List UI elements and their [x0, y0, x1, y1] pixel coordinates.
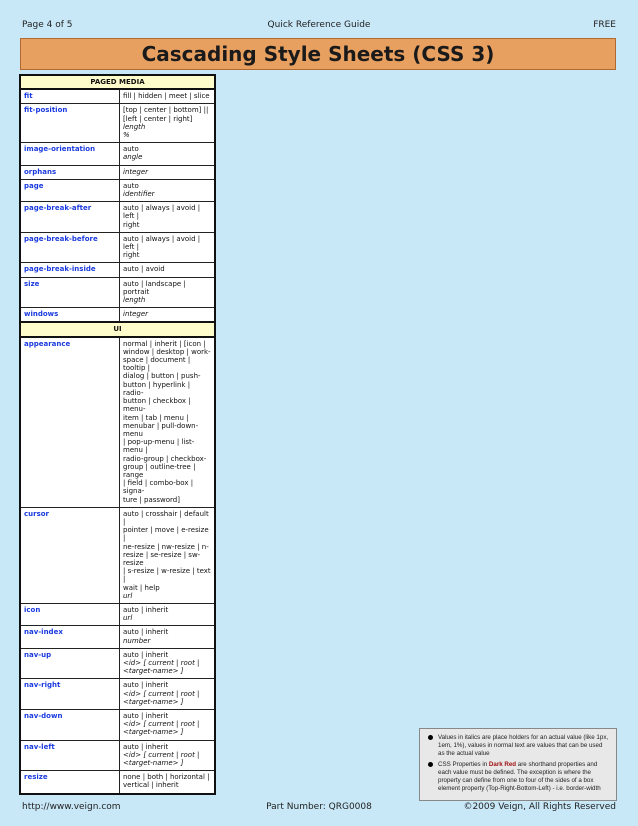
copyright: ©2009 Veign, All Rights Reserved — [463, 802, 616, 812]
section-paged-media — [20, 75, 215, 89]
property-name: windows — [20, 308, 120, 323]
table-row — [20, 179, 215, 201]
property-values — [120, 603, 216, 625]
value-line: item | tab | menu | — [123, 413, 189, 422]
table-row — [20, 232, 215, 263]
table-row — [20, 263, 215, 277]
value-line: angle — [123, 153, 143, 162]
property-values — [120, 165, 216, 179]
value-line: number — [123, 636, 151, 645]
legend-italics-note: Values in italics are place holders for an actual value (like 1px, 1em, 1%), values in normal text are values that can be used as the actual value — [438, 734, 609, 757]
table-row — [20, 603, 215, 625]
value-line: menubar | pull-down-menu — [123, 421, 199, 438]
value-line: auto | landscape | portrait — [123, 279, 186, 296]
value-line: auto | inherit — [123, 742, 169, 751]
page-number: Page 4 of 5 — [22, 20, 73, 30]
value-line: <target-name> ] — [123, 667, 184, 676]
price-label: FREE — [593, 20, 616, 30]
value-line: auto | inherit — [123, 605, 169, 614]
property-values — [120, 507, 216, 603]
value-line: integer — [123, 167, 149, 176]
value-line: | s-resize | w-resize | text | — [123, 567, 211, 584]
table-row — [20, 626, 215, 648]
property-values — [120, 232, 216, 263]
value-line: | pop-up-menu | list-menu | — [123, 438, 195, 455]
value-line: auto | crosshair | default | — [123, 509, 209, 526]
property-name: resize — [20, 771, 120, 794]
property-name: nav-up — [20, 648, 120, 679]
page-footer — [22, 802, 616, 816]
table-row — [20, 89, 215, 104]
value-line: resize | se-resize | sw-resize — [123, 550, 201, 567]
property-values — [120, 308, 216, 323]
property-name: fit — [20, 89, 120, 104]
property-name: nav-left — [20, 740, 120, 771]
value-line: fill | hidden | meet | slice — [123, 92, 210, 101]
value-line: normal | inherit | [icon | — [123, 339, 206, 348]
legend-shorthand-note-end: are shorthand properties and each value must be defined. The exception is where the property can define from one to four of the sides of a box element property (Top-Right-Bottom-Left) - i.e. border-width — [438, 761, 601, 792]
value-line: wait | help — [123, 583, 160, 592]
bullet-icon — [428, 735, 433, 740]
property-values — [120, 648, 216, 679]
table-row — [20, 165, 215, 179]
part-number: Part Number: QRG0008 — [266, 802, 372, 812]
property-name: nav-right — [20, 679, 120, 710]
property-name: page-break-inside — [20, 263, 120, 277]
property-values — [120, 771, 216, 794]
section-heading: PAGED MEDIA — [20, 75, 215, 89]
value-line: ne-resize | nw-resize | n- — [123, 542, 209, 551]
value-line: auto | inherit — [123, 628, 169, 637]
property-values — [120, 710, 216, 741]
bullet-icon — [428, 762, 433, 767]
page-title: Cascading Style Sheets (CSS 3) — [20, 38, 616, 70]
table-row — [20, 740, 215, 771]
value-line: auto | inherit — [123, 681, 169, 690]
table-row — [20, 771, 215, 794]
value-line: group | outline-tree | range — [123, 462, 196, 479]
value-line: [left | center | right] — [123, 114, 193, 123]
property-values — [120, 277, 216, 308]
value-line: length — [123, 296, 146, 305]
value-line: right — [123, 251, 140, 260]
property-name: size — [20, 277, 120, 308]
value-line: button | hyperlink | radio- — [123, 380, 191, 397]
value-line: none | both | horizontal | — [123, 773, 210, 782]
dark-red-label: Dark Red — [488, 761, 517, 768]
website-link[interactable]: http://www.veign.com — [22, 802, 121, 812]
legend-shorthand-note-start: CSS Properties in — [438, 761, 489, 768]
guide-label: Quick Reference Guide — [267, 20, 371, 30]
value-line: <target-name> ] — [123, 697, 184, 706]
property-name: nav-index — [20, 626, 120, 648]
legend-item — [426, 734, 610, 758]
legend-box — [419, 728, 617, 801]
value-line: % — [123, 131, 130, 140]
value-line: | field | combo-box | signa- — [123, 479, 194, 496]
property-values — [120, 740, 216, 771]
reference-table — [19, 74, 216, 795]
value-line: space | document | tooltip | — [123, 356, 191, 373]
value-line: <target-name> ] — [123, 759, 184, 768]
value-line: integer — [123, 310, 149, 319]
value-line: right — [123, 220, 140, 229]
table-row — [20, 507, 215, 603]
property-values — [120, 143, 216, 165]
property-values — [120, 179, 216, 201]
property-values — [120, 337, 216, 508]
section-heading: UI — [20, 322, 215, 336]
table-row — [20, 202, 215, 233]
value-line: url — [123, 614, 133, 623]
table-row — [20, 277, 215, 308]
property-name: orphans — [20, 165, 120, 179]
table-row — [20, 679, 215, 710]
value-line: vertical | inherit — [123, 781, 179, 790]
value-line: auto | inherit — [123, 712, 169, 720]
property-name: fit-position — [20, 104, 120, 143]
value-line: <id> [ current | root | — [123, 689, 200, 698]
table-row — [20, 648, 215, 679]
property-values — [120, 89, 216, 104]
property-values — [120, 104, 216, 143]
property-values — [120, 263, 216, 277]
property-name: nav-down — [20, 710, 120, 741]
property-values — [120, 626, 216, 648]
value-line: <target-name> ] — [123, 728, 184, 737]
property-name: image-orientation — [20, 143, 120, 165]
table-row — [20, 337, 215, 508]
value-line: auto | avoid — [123, 265, 165, 274]
value-line: auto | always | avoid | left | — [123, 234, 201, 252]
property-name: page — [20, 179, 120, 201]
value-line: auto — [123, 181, 139, 190]
property-name: cursor — [20, 507, 120, 603]
property-name: appearance — [20, 337, 120, 508]
value-line: <id> [ current | root | — [123, 720, 200, 729]
value-line: url — [123, 591, 133, 600]
legend-item — [426, 761, 610, 793]
property-name: page-break-before — [20, 232, 120, 263]
value-line: auto — [123, 145, 139, 154]
table-row — [20, 308, 215, 323]
property-values — [120, 202, 216, 233]
value-line: <id> [ current | root | — [123, 658, 200, 667]
property-name: page-break-after — [20, 202, 120, 233]
value-line: [top | center | bottom] || — [123, 106, 209, 115]
table-row — [20, 143, 215, 165]
value-line: auto | inherit — [123, 650, 169, 659]
value-line: window | desktop | work- — [123, 347, 211, 356]
value-line: ture | password] — [123, 495, 180, 504]
page-header — [22, 20, 616, 34]
property-name: icon — [20, 603, 120, 625]
value-line: dialog | button | push- — [123, 372, 201, 381]
value-line: auto | always | avoid | left | — [123, 204, 201, 221]
property-values — [120, 679, 216, 710]
value-line: <id> [ current | root | — [123, 750, 200, 759]
table-row — [20, 710, 215, 741]
value-line: pointer | move | e-resize | — [123, 526, 209, 543]
value-line: radio-group | checkbox- — [123, 454, 207, 463]
section-ui — [20, 322, 215, 336]
value-line: length — [123, 122, 146, 131]
value-line: identifier — [123, 190, 155, 199]
table-row — [20, 104, 215, 143]
value-line: button | checkbox | menu- — [123, 397, 191, 414]
